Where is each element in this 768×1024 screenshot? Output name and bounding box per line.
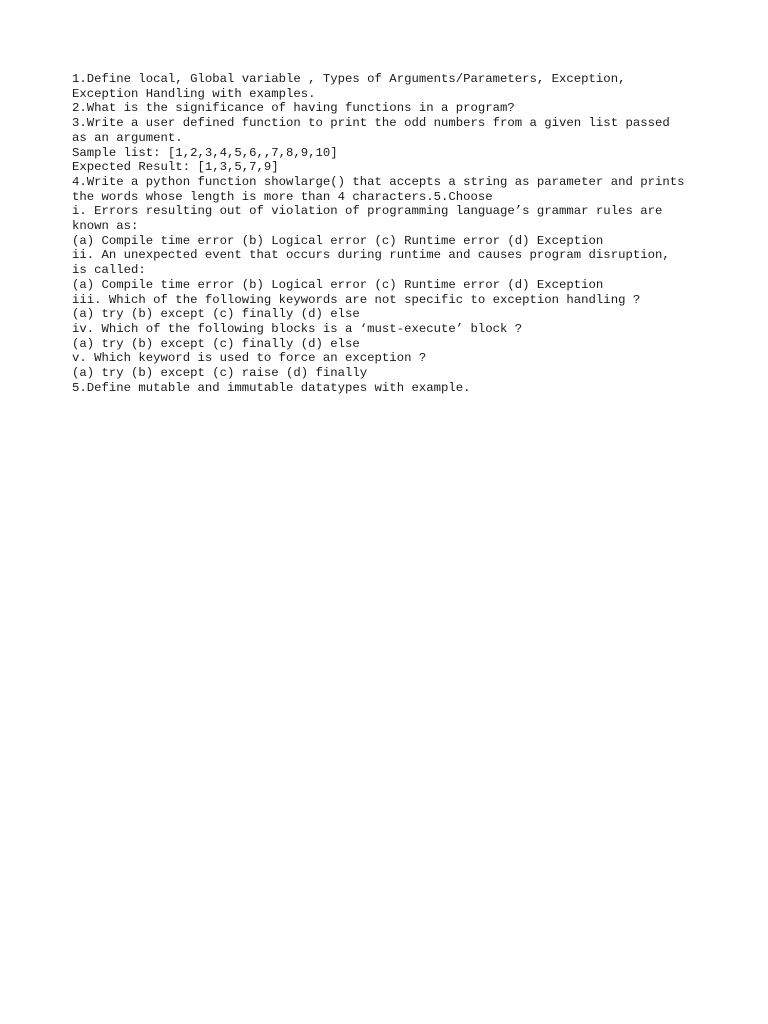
expected-result-line: Expected Result: [1,3,5,7,9]	[72, 160, 279, 175]
mcq-ii-question-2: is called:	[72, 263, 146, 278]
q4-line-1: 4.Write a python function showlarge() that accepts a string as parameter and prints	[72, 174, 685, 189]
mcq-ii-question-1: ii. An unexpected event that occurs during runtime and causes program disruption,	[72, 248, 670, 263]
q5-line: 5.Define mutable and immutable datatypes with example.	[72, 380, 471, 395]
q1-line-1: 1.Define local, Global variable , Types of Arguments/Parameters, Exception,	[72, 72, 626, 86]
mcq-i-question-2: known as:	[72, 219, 139, 234]
q2-line: 2.What is the significance of having functions in a program?	[72, 101, 515, 116]
mcq-iii-options: (a) try (b) except (c) finally (d) else	[72, 307, 360, 322]
mcq-iv-question: iv. Which of the following blocks is a ‘must-execute’ block ?	[72, 321, 523, 336]
mcq-i-options: (a) Compile time error (b) Logical error (c) Runtime error (d) Exception	[72, 233, 604, 248]
mcq-i-question-1: i. Errors resulting out of violation of programming language’s grammar rules are	[72, 204, 663, 219]
sample-list-line: Sample list: [1,2,3,4,5,6,,7,8,9,10]	[72, 145, 338, 160]
mcq-iii-question: iii. Which of the following keywords are not specific to exception handling ?	[72, 292, 641, 307]
mcq-iv-options: (a) try (b) except (c) finally (d) else	[72, 336, 360, 351]
q1-line-2: Exception Handling with examples.	[72, 86, 316, 101]
mcq-ii-options: (a) Compile time error (b) Logical error (c) Runtime error (d) Exception	[72, 277, 604, 292]
q3-line-1: 3.Write a user defined function to print the odd numbers from a given list passed	[72, 116, 670, 131]
mcq-v-options: (a) try (b) except (c) raise (d) finally	[72, 366, 368, 381]
mcq-v-question: v. Which keyword is used to force an exception ?	[72, 351, 427, 366]
document-page	[72, 72, 722, 395]
q4-line-2: the words whose length is more than 4 characters.5.Choose	[72, 189, 493, 204]
q3-line-2: as an argument.	[72, 130, 183, 145]
